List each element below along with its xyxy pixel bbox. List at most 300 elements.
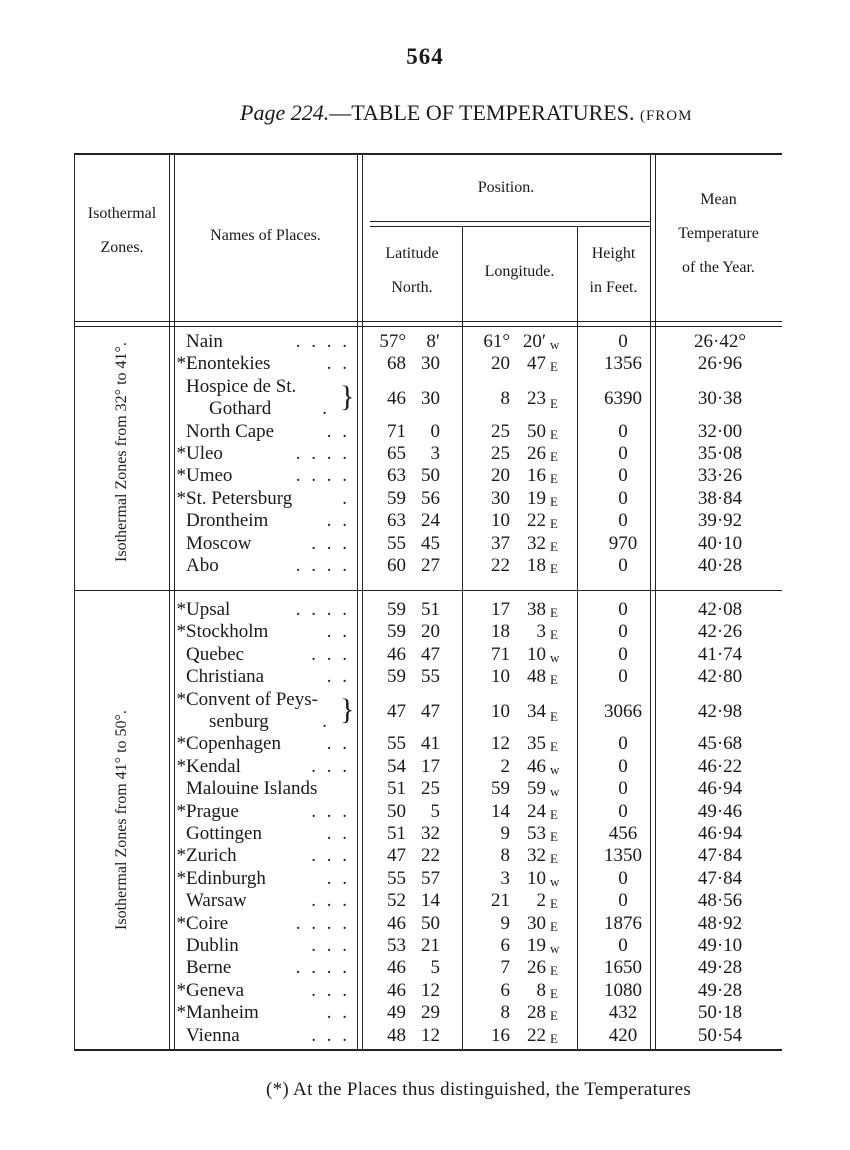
longitude-degrees: 10 <box>491 666 510 688</box>
row-mark: * <box>176 688 186 710</box>
leader-dots: . <box>322 397 330 419</box>
longitude-degrees: 18 <box>491 621 510 643</box>
latitude-degrees: 68 <box>387 353 406 375</box>
longitude-direction: w <box>550 761 560 777</box>
longitude-degrees: 9 <box>500 912 510 934</box>
latitude-degrees: 71 <box>387 420 406 442</box>
row-mark: * <box>176 733 186 755</box>
height-feet: 0 <box>618 443 628 464</box>
header-mean-temperature <box>655 183 782 285</box>
place-name: Christiana <box>186 666 265 688</box>
longitude-direction: E <box>550 851 558 867</box>
leader-dots: . . . . <box>295 555 350 576</box>
leader-dots: . . . <box>311 800 350 822</box>
longitude-direction: E <box>550 1030 558 1046</box>
height-feet: 456 <box>608 823 638 844</box>
place-name: North Cape <box>186 420 275 442</box>
latitude-degrees: 47 <box>387 700 406 722</box>
height-feet: 0 <box>618 867 628 889</box>
longitude-degrees: 30 <box>491 487 510 509</box>
header-latitude <box>362 237 462 305</box>
leader-dots: . . . <box>311 643 350 665</box>
height-feet: 1356 <box>604 353 642 375</box>
latitude-minutes: 50 <box>421 465 440 487</box>
leader-dots: . . . <box>311 1024 350 1046</box>
mean-temperature: 45·68 <box>697 733 743 755</box>
leader-dots: . . . . <box>295 957 350 979</box>
height-feet: 420 <box>608 1024 638 1046</box>
longitude-direction: E <box>550 538 558 554</box>
height-feet: 0 <box>618 621 628 643</box>
header-longitude: Longitude. <box>484 263 555 280</box>
place-name: Vienna <box>186 1024 240 1046</box>
leader-dots: . . . . <box>295 331 350 352</box>
latitude-degrees: 60 <box>387 555 406 576</box>
latitude-minutes: 12 <box>421 979 440 1001</box>
longitude-minutes: 46 <box>527 755 546 777</box>
longitude-direction: E <box>550 627 558 643</box>
header-zones-line-2: Zones. <box>100 239 144 256</box>
temperature-table <box>74 153 782 1051</box>
longitude-direction: E <box>550 561 558 576</box>
longitude-minutes: 34 <box>527 700 546 722</box>
header-height-line-2: in Feet. <box>589 279 638 296</box>
longitude-degrees: 25 <box>491 420 510 442</box>
longitude-direction: E <box>550 829 558 844</box>
longitude-minutes: 20′ <box>522 331 546 352</box>
mean-temperature: 49·10 <box>697 935 743 956</box>
row-mark: * <box>176 353 186 375</box>
mean-temperature: 47·84 <box>697 867 743 889</box>
height-feet: 3066 <box>604 700 642 722</box>
longitude-degrees: 22 <box>491 555 510 576</box>
rule-bottom <box>74 1049 782 1051</box>
longitude-direction: E <box>550 493 558 509</box>
place-name: Dublin <box>186 935 239 956</box>
height-feet: 432 <box>608 1002 638 1024</box>
rule-header-bottom-2 <box>74 326 782 327</box>
longitude-minutes: 19 <box>527 487 546 509</box>
leader-dots: . . . <box>311 845 350 867</box>
longitude-direction: E <box>550 708 558 724</box>
longitude-degrees: 12 <box>491 733 510 755</box>
rule-position-2 <box>370 226 650 227</box>
latitude-minutes: 47 <box>421 700 440 722</box>
latitude-degrees: 46 <box>387 957 406 979</box>
longitude-minutes: 50 <box>527 420 546 442</box>
mean-temperature: 50·54 <box>697 1024 743 1046</box>
longitude-degrees: 3 <box>500 867 510 889</box>
longitude-minutes: 18 <box>527 555 546 576</box>
height-feet: 6390 <box>604 387 642 409</box>
mean-temperature: 47·84 <box>697 845 743 867</box>
longitude-minutes: 26 <box>527 957 546 979</box>
longitude-direction: w <box>550 784 560 800</box>
height-feet: 1080 <box>604 979 642 1001</box>
brace-mark: } <box>340 692 355 726</box>
latitude-degrees: 59 <box>387 487 406 509</box>
latitude-minutes: 57 <box>421 867 440 889</box>
place-name: Prague <box>186 800 239 822</box>
leader-dots: . . <box>326 621 350 643</box>
leader-dots: . . . <box>311 979 350 1001</box>
longitude-direction: E <box>550 449 558 464</box>
latitude-minutes: 8′ <box>426 331 440 352</box>
longitude-direction: E <box>550 739 558 755</box>
row-mark: * <box>176 599 186 620</box>
height-feet: 0 <box>618 800 628 822</box>
longitude-minutes: 10 <box>527 643 546 665</box>
header-latitude-line-2: North. <box>391 279 433 296</box>
page-number: 564 <box>406 44 444 69</box>
latitude-minutes: 56 <box>421 487 440 509</box>
latitude-minutes: 55 <box>421 666 440 688</box>
mean-temperature: 46·22 <box>697 755 743 777</box>
longitude-direction: E <box>550 806 558 822</box>
latitude-minutes: 21 <box>421 935 440 956</box>
rule-v-left <box>74 153 75 1051</box>
place-name: Upsal <box>186 599 231 620</box>
latitude-degrees: 46 <box>387 643 406 665</box>
mean-temperature: 49·28 <box>697 979 743 1001</box>
place-name: Hospice de St. <box>186 375 297 397</box>
mean-temperature: 41·74 <box>697 643 743 665</box>
latitude-minutes: 5 <box>430 957 440 979</box>
longitude-direction: E <box>550 672 558 688</box>
place-name: Gottingen <box>186 823 262 844</box>
height-feet: 0 <box>618 755 628 777</box>
mean-temperature: 39·92 <box>697 510 743 532</box>
mean-temperature: 49·46 <box>697 800 743 822</box>
latitude-minutes: 5 <box>430 800 440 822</box>
row-mark: * <box>176 755 186 777</box>
rule-v-lat <box>462 227 463 1051</box>
place-name: Copenhagen <box>186 733 281 755</box>
mean-temperature: 30·38 <box>697 387 743 409</box>
place-name-continued: Gothard <box>209 397 272 419</box>
leader-dots: . . <box>326 420 350 442</box>
place-name: Kendal <box>186 755 241 777</box>
rule-v-lon <box>577 227 578 1051</box>
latitude-degrees: 55 <box>387 733 406 755</box>
leader-dots: . . . . <box>295 443 350 464</box>
place-name: Zurich <box>186 845 237 867</box>
latitude-degrees: 55 <box>387 867 406 889</box>
place-name: Quebec <box>186 643 245 665</box>
place-name: Manheim <box>186 1002 259 1024</box>
height-feet: 0 <box>618 599 628 620</box>
rule-zone-divider <box>74 590 782 591</box>
place-name: Nain <box>186 331 223 352</box>
latitude-degrees: 49 <box>387 1002 406 1024</box>
height-feet: 1350 <box>604 845 642 867</box>
leader-dots: . . <box>326 867 350 889</box>
latitude-degrees: 53 <box>387 935 406 956</box>
height-feet: 0 <box>618 465 628 487</box>
height-feet: 0 <box>618 935 628 956</box>
latitude-minutes: 32 <box>421 823 440 844</box>
latitude-minutes: 17 <box>421 755 440 777</box>
header-height <box>577 237 650 305</box>
longitude-minutes: 22 <box>527 1024 546 1046</box>
header-height-line-1: Height <box>591 245 636 262</box>
latitude-degrees: 54 <box>387 755 406 777</box>
longitude-minutes: 47 <box>527 353 546 375</box>
longitude-direction: E <box>550 359 558 375</box>
longitude-degrees: 10 <box>491 700 510 722</box>
leader-dots: . . <box>326 1002 350 1024</box>
mean-temperature: 32·00 <box>697 420 743 442</box>
latitude-degrees: 63 <box>387 465 406 487</box>
place-name: Berne <box>186 957 232 979</box>
longitude-degrees: 9 <box>500 823 510 844</box>
latitude-degrees: 59 <box>387 621 406 643</box>
longitude-degrees: 71 <box>491 643 510 665</box>
mean-temperature: 48·56 <box>697 890 743 912</box>
longitude-minutes: 32 <box>527 532 546 554</box>
header-zones-line-1: Isothermal <box>87 205 157 222</box>
caption-title: —TABLE OF TEMPERATURES. <box>329 100 635 125</box>
latitude-degrees: 46 <box>387 387 406 409</box>
longitude-minutes: 23 <box>527 387 546 409</box>
longitude-direction: w <box>550 337 560 352</box>
longitude-minutes: 26 <box>527 443 546 464</box>
latitude-minutes: 30 <box>421 387 440 409</box>
leader-dots: . . <box>326 666 350 688</box>
latitude-minutes: 14 <box>421 890 440 912</box>
height-feet: 970 <box>608 532 638 554</box>
mean-temperature: 33·26 <box>697 465 743 487</box>
row-mark: * <box>176 800 186 822</box>
row-mark: * <box>176 867 186 889</box>
longitude-minutes: 22 <box>527 510 546 532</box>
table-caption <box>240 100 692 126</box>
place-name: Coire <box>186 912 229 934</box>
longitude-minutes: 8 <box>536 979 546 1001</box>
longitude-direction: w <box>550 873 560 889</box>
latitude-degrees: 48 <box>387 1024 406 1046</box>
longitude-direction: E <box>550 1008 558 1024</box>
longitude-minutes: 16 <box>527 465 546 487</box>
place-name: Warsaw <box>186 890 247 912</box>
longitude-degrees: 17 <box>491 599 510 620</box>
latitude-degrees: 63 <box>387 510 406 532</box>
latitude-degrees: 50 <box>387 800 406 822</box>
latitude-degrees: 47 <box>387 845 406 867</box>
latitude-minutes: 41 <box>421 733 440 755</box>
place-name: Abo <box>186 555 219 576</box>
longitude-degrees: 16 <box>491 1024 510 1046</box>
row-mark: * <box>176 487 186 509</box>
latitude-minutes: 24 <box>421 510 440 532</box>
longitude-minutes: 38 <box>527 599 546 620</box>
mean-temperature: 46·94 <box>697 778 743 800</box>
header-position: Position. <box>477 179 535 196</box>
row-mark: * <box>176 621 186 643</box>
leader-dots: . . <box>326 510 350 532</box>
height-feet: 1650 <box>604 957 642 979</box>
longitude-direction: E <box>550 395 558 411</box>
leader-dots: . . . . <box>295 912 350 934</box>
leader-dots: . <box>342 487 350 509</box>
longitude-degrees: 8 <box>500 845 510 867</box>
place-name: Malouine Islands <box>186 778 318 800</box>
row-mark: * <box>176 465 186 487</box>
longitude-minutes: 2 <box>536 890 546 912</box>
latitude-minutes: 3 <box>430 443 440 464</box>
height-feet: 0 <box>618 778 628 800</box>
zone-label-2: Isothermal Zones from 41° to 50°. <box>113 710 130 930</box>
leader-dots: . . <box>326 733 350 755</box>
header-mean-line-3: of the Year. <box>682 259 755 276</box>
longitude-minutes: 3 <box>536 621 546 643</box>
latitude-minutes: 30 <box>421 353 440 375</box>
header-zones <box>75 197 169 265</box>
row-mark: * <box>176 912 186 934</box>
latitude-minutes: 45 <box>421 532 440 554</box>
longitude-degrees: 37 <box>491 532 510 554</box>
rule-v-names-a <box>357 153 358 1051</box>
place-name: Moscow <box>186 532 252 554</box>
longitude-minutes: 28 <box>527 1002 546 1024</box>
longitude-direction: E <box>550 471 558 487</box>
longitude-degrees: 14 <box>491 800 510 822</box>
leader-dots: . . . . <box>295 465 350 487</box>
longitude-direction: E <box>550 516 558 532</box>
height-feet: 0 <box>618 510 628 532</box>
mean-temperature: 46·94 <box>697 823 743 844</box>
rule-top <box>74 153 782 155</box>
rule-position-1 <box>370 221 650 222</box>
longitude-degrees: 59 <box>491 778 510 800</box>
longitude-degrees: 6 <box>500 935 510 956</box>
longitude-minutes: 10 <box>527 867 546 889</box>
leader-dots: . . . <box>311 890 350 912</box>
brace-mark: } <box>340 379 355 413</box>
latitude-minutes: 29 <box>421 1002 440 1024</box>
longitude-degrees: 10 <box>491 510 510 532</box>
rule-v-zones-a <box>169 153 170 1051</box>
longitude-degrees: 2 <box>500 755 510 777</box>
row-mark: * <box>176 845 186 867</box>
height-feet: 0 <box>618 643 628 665</box>
mean-temperature: 42·08 <box>697 599 743 620</box>
header-mean-line-1: Mean <box>700 191 737 208</box>
latitude-degrees: 51 <box>387 778 406 800</box>
longitude-degrees: 7 <box>500 957 510 979</box>
latitude-degrees: 55 <box>387 532 406 554</box>
header-names: Names of Places. <box>210 227 321 244</box>
latitude-degrees: 57° <box>379 331 406 352</box>
longitude-minutes: 19 <box>527 935 546 956</box>
latitude-degrees: 65 <box>387 443 406 464</box>
place-name: Enontekies <box>186 353 271 375</box>
longitude-degrees: 20 <box>491 353 510 375</box>
place-name-continued: senburg <box>209 710 269 732</box>
place-name: Convent of Peys- <box>186 688 318 710</box>
mean-temperature: 26·96 <box>697 353 743 375</box>
latitude-minutes: 47 <box>421 643 440 665</box>
longitude-minutes: 32 <box>527 845 546 867</box>
latitude-minutes: 20 <box>421 621 440 643</box>
longitude-direction: E <box>550 896 558 912</box>
place-name: Stockholm <box>186 621 269 643</box>
place-name: St. Petersburg <box>186 487 293 509</box>
longitude-direction: E <box>550 963 558 979</box>
latitude-degrees: 59 <box>387 666 406 688</box>
mean-temperature: 42·98 <box>697 700 743 722</box>
longitude-degrees: 8 <box>500 1002 510 1024</box>
height-feet: 0 <box>618 487 628 509</box>
longitude-direction: w <box>550 649 560 665</box>
longitude-direction: E <box>550 985 558 1001</box>
longitude-degrees: 6 <box>500 979 510 1001</box>
longitude-direction: E <box>550 605 558 620</box>
height-feet: 0 <box>618 420 628 442</box>
row-mark: * <box>176 443 186 464</box>
mean-temperature: 49·28 <box>697 957 743 979</box>
longitude-degrees: 21 <box>491 890 510 912</box>
height-feet: 1876 <box>604 912 642 934</box>
mean-temperature: 48·92 <box>697 912 743 934</box>
header-latitude-line-1: Latitude <box>385 245 439 262</box>
longitude-direction: w <box>550 941 560 956</box>
mean-temperature: 40·28 <box>697 555 743 576</box>
mean-temperature: 50·18 <box>697 1002 743 1024</box>
rule-header-bottom-1 <box>74 321 782 322</box>
leader-dots: . . . <box>311 532 350 554</box>
mean-temperature: 38·84 <box>697 487 743 509</box>
longitude-direction: E <box>550 426 558 442</box>
longitude-direction: E <box>550 918 558 934</box>
longitude-minutes: 30 <box>527 912 546 934</box>
latitude-degrees: 46 <box>387 979 406 1001</box>
mean-temperature: 42·26 <box>697 621 743 643</box>
height-feet: 0 <box>618 555 628 576</box>
latitude-degrees: 51 <box>387 823 406 844</box>
latitude-degrees: 46 <box>387 912 406 934</box>
leader-dots: . <box>322 710 330 732</box>
height-feet: 0 <box>618 331 628 352</box>
latitude-degrees: 59 <box>387 599 406 620</box>
footnote: (*) At the Places thus distinguished, the Temperatures <box>266 1079 692 1100</box>
latitude-minutes: 27 <box>421 555 440 576</box>
longitude-minutes: 59 <box>527 778 546 800</box>
latitude-minutes: 51 <box>421 599 440 620</box>
caption-continued: (FROM <box>639 108 693 124</box>
place-name: Umeo <box>186 465 233 487</box>
header-mean-line-2: Temperature <box>678 225 759 242</box>
place-name: Edinburgh <box>186 867 266 889</box>
place-name: Drontheim <box>186 510 269 532</box>
latitude-minutes: 12 <box>421 1024 440 1046</box>
longitude-minutes: 24 <box>527 800 546 822</box>
longitude-degrees: 61° <box>483 331 510 352</box>
row-mark: * <box>176 1002 186 1024</box>
mean-temperature: 26·42° <box>694 331 746 352</box>
place-name: Geneva <box>186 979 245 1001</box>
longitude-minutes: 35 <box>527 733 546 755</box>
latitude-minutes: 0 <box>430 420 440 442</box>
height-feet: 0 <box>618 890 628 912</box>
longitude-degrees: 20 <box>491 465 510 487</box>
row-mark: * <box>176 979 186 1001</box>
leader-dots: . . <box>326 353 350 375</box>
longitude-degrees: 8 <box>500 387 510 409</box>
height-feet: 0 <box>618 733 628 755</box>
leader-dots: . . . <box>311 755 350 777</box>
mean-temperature: 35·08 <box>697 443 743 464</box>
